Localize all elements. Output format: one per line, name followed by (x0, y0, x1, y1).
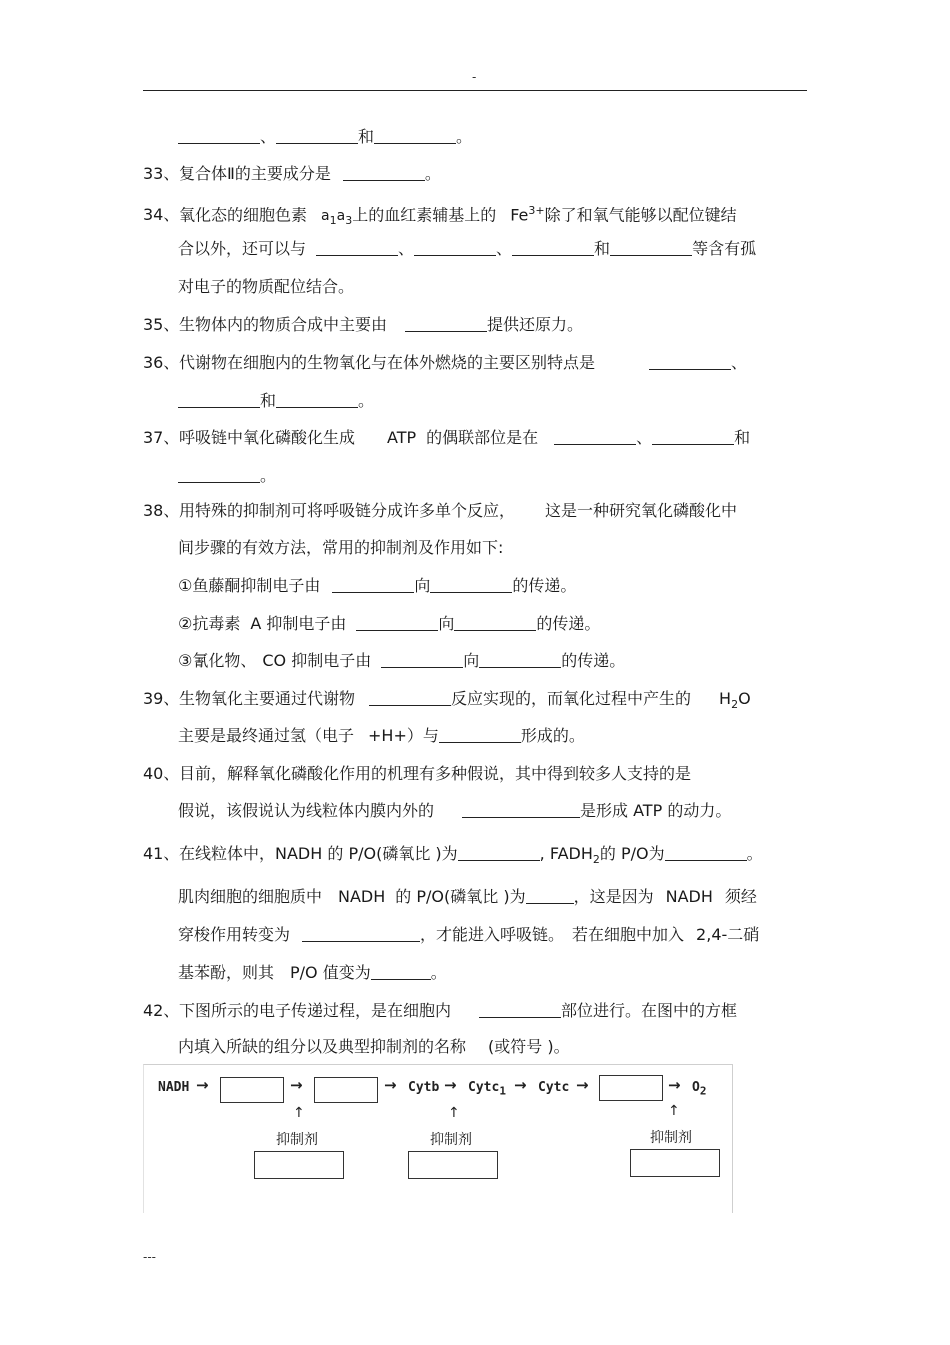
question-42-line-2: 内填入所缺的组分以及典型抑制剂的名称 (或符号 )。 (178, 1037, 570, 1056)
blank[interactable] (414, 239, 496, 256)
inhibitor-label: 抑制剂 (276, 1132, 318, 1148)
blank[interactable] (512, 239, 594, 256)
question-number: 39、 (143, 689, 180, 708)
component-box-3[interactable] (599, 1075, 663, 1101)
question-number: 35、 (143, 315, 180, 334)
blank[interactable] (405, 315, 487, 332)
arrow: → (196, 1076, 209, 1094)
blank[interactable] (430, 576, 512, 593)
question-37-line-1: 37、呼吸链中氧化磷酸化生成 ATP 的偶联部位是在 、 和 (143, 428, 751, 447)
question-38-line-1: 38、用特殊的抑制剂可将呼吸链分成许多单个反应， 这是一种研究氧化磷酸化中 (143, 501, 738, 520)
question-39-line-2: 主要是最终通过氢（电子 +H+）与 形成的。 (178, 726, 585, 745)
blank[interactable] (479, 651, 561, 668)
component-box-2[interactable] (314, 1077, 378, 1103)
inhibitor-label: 抑制剂 (650, 1130, 692, 1146)
question-41-line-2: 肌肉细胞的细胞质中 NADH 的 P/O(磷氧比 )为 ，这是因为 NADH 须经 (178, 887, 757, 906)
question-36-line-2: 和 。 (178, 390, 374, 412)
o2-label: $O_2$ (692, 1080, 707, 1098)
question-41-line-1: 41、在线粒体中，NADH 的 P/O(磷氧比 )为 , $FADH_2$的 P/O为 。 (143, 844, 763, 867)
blank[interactable] (454, 614, 536, 631)
question-34-line-2: 合以外，还可以与 、 、 和 等含有孤 (178, 239, 757, 258)
arrow: → (514, 1076, 527, 1094)
footer-mark: --- (143, 1250, 156, 1264)
blank[interactable] (554, 428, 636, 445)
inhibitor-label: 抑制剂 (430, 1132, 472, 1148)
question-number: 40、 (143, 764, 180, 783)
arrow: → (290, 1076, 303, 1094)
up-arrow: ↑ (668, 1103, 680, 1119)
blank[interactable] (178, 466, 260, 483)
arrow: → (444, 1076, 457, 1094)
up-arrow: ↑ (448, 1105, 460, 1121)
blank[interactable] (332, 576, 414, 593)
up-arrow: ↑ (293, 1105, 305, 1121)
blank[interactable] (316, 239, 398, 256)
inhibitor-box-3[interactable] (630, 1149, 720, 1177)
blank[interactable] (369, 689, 451, 706)
blank[interactable] (649, 353, 731, 370)
arrow: → (384, 1076, 397, 1094)
arrow: → (576, 1076, 589, 1094)
question-number: 42、 (143, 1001, 180, 1020)
question-36-line-1: 36、代谢物在细胞内的生物氧化与在体外燃烧的主要区别特点是 、 (143, 353, 748, 372)
question-34-line-3: 对电子的物质配位结合。 (178, 277, 355, 296)
question-41-line-3: 穿梭作用转变为 ，才能进入呼吸链。 若在细胞中加入 2,4-二硝 (178, 925, 760, 944)
header-mark: - (472, 70, 477, 84)
question-35: 35、生物体内的物质合成中主要由 提供还原力。 (143, 315, 584, 334)
inhibitor-box-2[interactable] (408, 1151, 498, 1179)
question-38-item-2: ②抗毒素 A 抑制电子由 向 的传递。 (178, 614, 601, 633)
question-41-line-4: 基苯酚，则其 P/O 值变为 。 (178, 963, 447, 982)
nadh-label: NADH (158, 1080, 190, 1095)
blank[interactable] (458, 844, 540, 861)
question-33: 33、复合体Ⅱ的主要成分是 。 (143, 164, 441, 183)
blank[interactable] (479, 1001, 561, 1018)
question-number: 34、 (143, 205, 180, 225)
inhibitor-box-1[interactable] (254, 1151, 344, 1179)
question-38-line-2: 间步骤的有效方法，常用的抑制剂及作用如下: (178, 538, 504, 557)
blank[interactable] (371, 963, 431, 980)
cytc-label: Cytc (538, 1080, 570, 1095)
blank[interactable] (178, 391, 260, 408)
blank[interactable] (276, 127, 358, 144)
question-34-line-1: 34、氧化态的细胞色素 $a_1a_3$上的血红素辅基上的 $Fe^{3+}$除了和氧气能够以配位键结 (143, 204, 737, 228)
q32-tail: 、 和 。 (178, 126, 472, 148)
blank[interactable] (302, 925, 420, 942)
question-number: 38、 (143, 501, 180, 520)
blank[interactable] (343, 164, 425, 181)
blank[interactable] (178, 127, 260, 144)
blank[interactable] (276, 391, 358, 408)
question-number: 33、 (143, 164, 180, 183)
question-39-line-1: 39、生物氧化主要通过代谢物 反应实现的，而氧化过程中产生的 $H_2O$ (143, 689, 751, 712)
blank[interactable] (652, 428, 734, 445)
blank[interactable] (526, 887, 574, 904)
header-rule (143, 90, 807, 91)
question-40-line-1: 40、目前，解释氧化磷酸化作用的机理有多种假说，其中得到较多人支持的是 (143, 764, 692, 783)
blank[interactable] (665, 844, 747, 861)
cytb-label: Cytb (408, 1080, 440, 1095)
question-37-line-2: 。 (178, 465, 276, 487)
question-number: 41、 (143, 844, 180, 863)
question-40-line-2: 假说，该假说认为线粒体内膜内外的 是形成 ATP 的动力。 (178, 801, 732, 820)
blank[interactable] (462, 801, 580, 818)
question-number: 37、 (143, 428, 180, 447)
electron-transport-diagram (143, 1064, 733, 1213)
cytc1-label: Cytc$_1$ (468, 1080, 506, 1098)
blank[interactable] (374, 127, 456, 144)
component-box-1[interactable] (220, 1077, 284, 1103)
blank[interactable] (439, 726, 521, 743)
question-42-line-1: 42、下图所示的电子传递过程，是在细胞内 部位进行。在图中的方框 (143, 1001, 738, 1020)
arrow: → (668, 1076, 681, 1094)
question-38-item-1: ①鱼藤酮抑制电子由 向 的传递。 (178, 576, 577, 595)
question-38-item-3: ③氰化物、 CO 抑制电子由 向 的传递。 (178, 651, 626, 670)
blank[interactable] (381, 651, 463, 668)
question-number: 36、 (143, 353, 180, 372)
blank[interactable] (610, 239, 692, 256)
blank[interactable] (356, 614, 438, 631)
